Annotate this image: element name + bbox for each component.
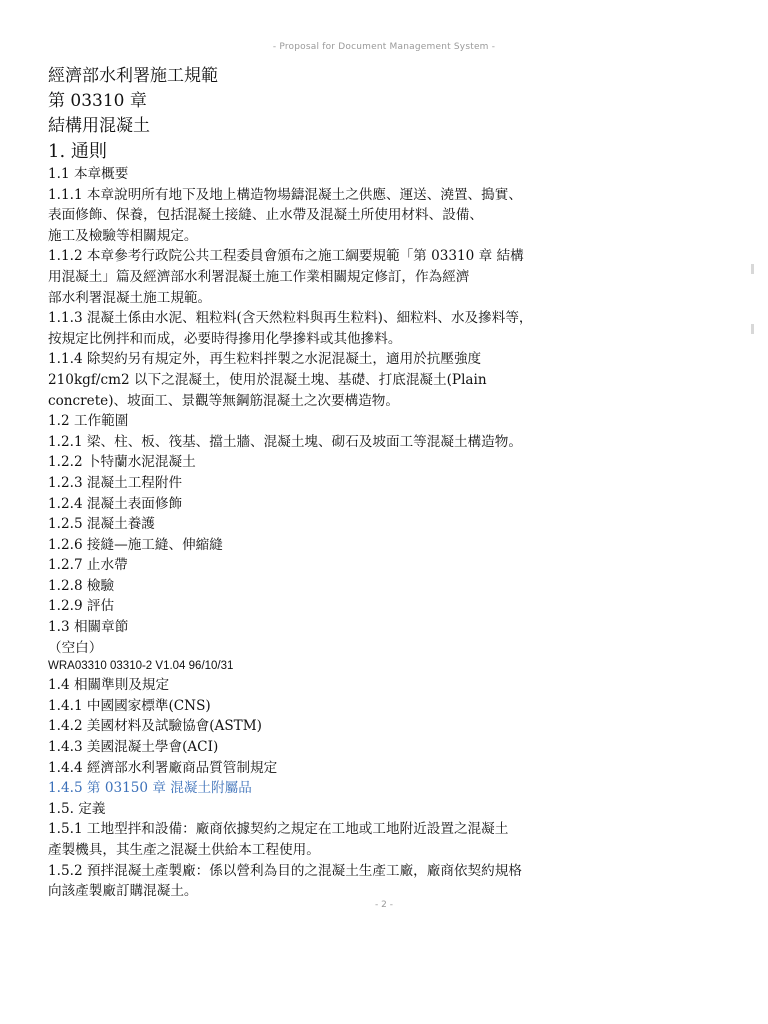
text-line: 用混凝土」篇及經濟部水利署混凝土施工作業相關規定修訂，作為經濟: [48, 268, 470, 285]
text-line: 1.2.3 混凝土工程附件: [48, 474, 183, 491]
text-line: 1.5. 定義: [48, 800, 106, 817]
text-line: 部水利署混凝土施工規範。: [48, 289, 212, 306]
text-line: 1.4.1 中國國家標準(CNS): [48, 697, 211, 714]
text-line: 1.2.6 接縫—施工縫、伸縮縫: [48, 536, 223, 553]
text-line: 1.4.2 美國材料及試驗協會(ASTM): [48, 718, 262, 735]
chapter-title: 結構用混凝土: [48, 116, 150, 136]
text-line: 1.3 相關章節: [48, 619, 129, 636]
text-line: 1.5.2 預拌混凝土產製廠：係以營利為目的之混凝土生產工廠，廠商依契約規格: [48, 862, 522, 879]
text-line: 1.2.9 評估: [48, 598, 115, 615]
text-line: 1.2 工作範圍: [48, 413, 129, 430]
text-line: 1.5.1 工地型拌和設備：廠商依據契約之規定在工地或工地附近設置之混凝土: [48, 821, 509, 838]
text-line: 表面修飾、保養，包括混凝土接縫、止水帶及混凝土所使用材料、設備、: [48, 207, 483, 224]
page-header: - Proposal for Document Management System -: [272, 42, 496, 52]
page-number: - 2 -: [375, 900, 393, 910]
text-line: 1.2.2 卜特蘭水泥混凝土: [48, 454, 196, 471]
text-line: 向該產製廠訂購混凝土。: [48, 883, 198, 900]
section-heading: 1. 通則: [48, 141, 107, 162]
text-line: 1.4.4 經濟部水利署廠商品質管制規定: [48, 759, 278, 776]
document-title-line: 經濟部水利署施工規範: [48, 66, 218, 86]
document-code: WRA03310 03310-2 V1.04 96/10/31: [48, 660, 234, 673]
text-line: （空白）: [48, 639, 103, 656]
text-line: 1.2.1 梁、柱、板、筏基、擋土牆、混凝土塊、砌石及坡面工等混凝土構造物。: [48, 433, 522, 450]
chapter-link[interactable]: 1.4.5 第 03150 章 混凝土附屬品: [48, 780, 252, 797]
text-line: concrete)、坡面工、景觀等無鋼筋混凝土之次要構造物。: [48, 392, 399, 409]
text-line: 1.2.5 混凝土養護: [48, 516, 155, 533]
text-line: 1.2.8 檢驗: [48, 577, 115, 594]
text-line: 210kgf/cm2 以下之混凝土，使用於混凝土塊、基礎、打底混凝土(Plain: [48, 371, 487, 388]
document-body: [48, 64, 738, 902]
text-line: 1.1 本章概要: [48, 166, 129, 182]
text-line: 1.1.3 混凝土係由水泥、粗粒料(含天然粒料與再生粒料)、細粒料、水及摻料等，: [48, 310, 533, 327]
text-line: 1.1.1 本章說明所有地下及地上構造物場鑄混凝土之供應、運送、澆置、搗實、: [48, 186, 522, 203]
text-line: 1.2.4 混凝土表面修飾: [48, 495, 183, 512]
chapter-number: 第 03310 章: [48, 91, 147, 111]
text-line: 1.1.2 本章參考行政院公共工程委員會頒布之施工綱要規範「第 03310 章 結構: [48, 248, 524, 265]
text-line: 1.4 相關準則及規定: [48, 677, 170, 694]
scan-margin-mark: [751, 324, 754, 334]
scan-margin-mark: [751, 264, 754, 274]
text-line: 1.2.7 止水帶: [48, 557, 128, 574]
text-line: 1.4.3 美國混凝土學會(ACI): [48, 739, 219, 756]
text-line: 按規定比例拌和而成，必要時得摻用化學摻料或其他摻料。: [48, 330, 402, 347]
text-line: 產製機具，其生產之混凝土供給本工程使用。: [48, 842, 320, 858]
text-line: 1.1.4 除契約另有規定外，再生粒料拌製之水泥混凝土，適用於抗壓強度: [48, 351, 482, 368]
text-line: 施工及檢驗等相關規定。: [48, 227, 198, 244]
